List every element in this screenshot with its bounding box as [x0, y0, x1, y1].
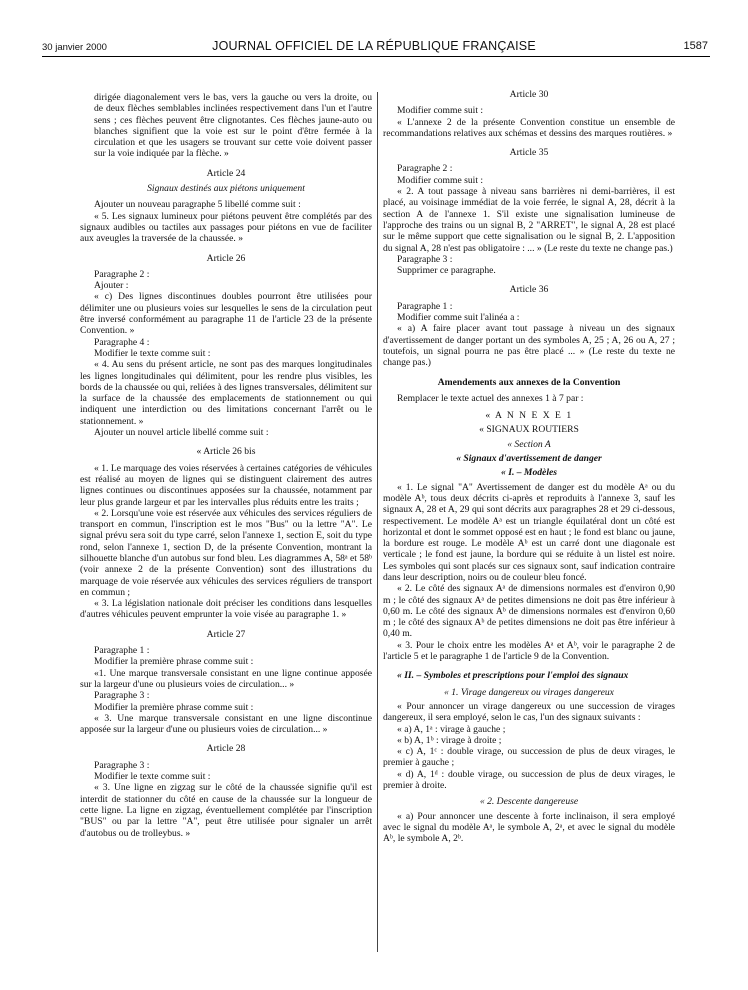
paragraph: Modifier le texte comme suit : — [94, 347, 211, 359]
paragraph: Remplacer le texte actuel des annexes 1 à 7 par : — [397, 392, 584, 404]
left-column — [80, 92, 372, 839]
section-title: « Section A — [507, 438, 551, 450]
paragraph: Ajouter un nouveau paragraphe 5 libellé comme suit : — [94, 199, 301, 211]
paragraph: Ajouter un nouvel article libellé comme suit : — [94, 427, 269, 439]
issue-date: 30 janvier 2000 — [42, 42, 107, 53]
paragraph: « 3. Une marque transversale consistant en une ligne discontinue apposée sur la largeur d'une ou plusieurs voies de circulation... » — [80, 712, 372, 736]
paragraph: « 5. Les signaux lumineux pour piétons peuvent être complétés par des signaux audibles ou tactiles aux passages pour piétons en vue de faciliter aux aveugles la traversée de la chaussée. » — [80, 210, 372, 245]
paragraph: Paragraphe 4 : — [94, 336, 150, 348]
right-column — [383, 89, 675, 845]
paragraph: Ajouter : — [94, 280, 129, 292]
article-heading: Article 24 — [206, 167, 246, 179]
section-heading: Amendements aux annexes de la Convention — [437, 376, 621, 388]
paragraph: « a) Pour annoncer une descente à forte inclinaison, il sera employé avec le signal du modèle Aᵃ, le symbole A, 2ᵃ, et avec le signal du modèle Aᵇ, le symbole A, 2ᵇ. — [383, 810, 675, 845]
paragraph: « L'annexe 2 de la présente Convention constitue un ensemble de recommandations relatives aux schémas et dessins des marques routières. » — [383, 116, 675, 139]
paragraph: Paragraphe 3 : — [94, 690, 150, 702]
paragraph: Modifier la première phrase comme suit : — [94, 701, 254, 713]
paragraph: « a) A faire placer avant tout passage à niveau un des signaux d'avertissement de danger portant un des symboles A, 25 ; A, 26 ou A, 27 ; toutefois, un signal pourra ne pas être placé ... » (Le reste du texte ne change pas.) — [383, 323, 675, 369]
paragraph: Modifier comme suit : — [397, 105, 484, 117]
list-item: « c) A, 1ᶜ : double virage, ou succession de plus de deux virages, le premier à gauche ; — [383, 746, 675, 769]
paragraph: « 4. Au sens du présent article, ne sont pas des marques longitudinales les lignes longitudinales qui délimitent, pour les rendre plus visibles, les bords de la chaussée ou qui, reliées à des lignes transversales, délimitent sur la surface de la chaussée des emplacements de stationnement ou qui indiquent une interdiction ou des limitations concernant l'arrêt ou le stationnement. » — [80, 359, 372, 427]
paragraph: Paragraphe 1 : — [397, 300, 453, 312]
list-item: « a) A, 1ᵃ : virage à gauche ; — [397, 723, 506, 735]
list-item: « d) A, 1ᵈ : double virage, ou succession de plus de deux virages, le premier à droite. — [383, 768, 675, 792]
paragraph: Supprimer ce paragraphe. — [397, 265, 496, 277]
paragraph: « 3. Une ligne en zigzag sur le côté de la chaussée signifie qu'il est interdit de stationner du côté en cause de la chaussée sur la longueur de cette ligne. La ligne en zigzag, éventuellement complétée par l'inscription "BUS" ou par la lettre "A", peut être utilisée pour signaler un arrêt d'autobus ou de trolleybus. » — [80, 782, 372, 839]
paragraph: Modifier le texte comme suit : — [94, 771, 211, 783]
article-heading: Article 36 — [509, 284, 549, 296]
paragraph: Paragraphe 2 : — [94, 268, 150, 280]
article-heading: Article 26 — [206, 252, 246, 264]
journal-title: JOURNAL OFFICIEL DE LA RÉPUBLIQUE FRANÇAISE — [212, 39, 536, 53]
article-heading: « Article 26 bis — [196, 446, 256, 458]
paragraph: « 2. A tout passage à niveau sans barrières ni demi-barrières, il est placé, au voisinage immédiat de la voie ferrée, le signal A, 28, décrit à la section A de l'annexe 1. S'il existe une signalisation lumineuse de l'approche des trains ou un signal B, 2 "ARRET", le signal A, 28 est placé sur le même support que cette signalisation ou le signal B, 2. L'apposition du signal A, 28 n'est pas obligatoire : ... » (Le reste du texte ne change pas.) — [383, 186, 675, 254]
paragraph: Paragraphe 1 : — [94, 645, 150, 657]
paragraph: Paragraphe 3 : — [94, 759, 150, 771]
paragraph: Modifier la première phrase comme suit : — [94, 656, 254, 668]
paragraph: Paragraphe 3 : — [397, 253, 453, 265]
section-subtitle: « Signaux d'avertissement de danger — [456, 453, 602, 465]
paragraph: Modifier comme suit l'alinéa a : — [397, 312, 520, 324]
article-heading: Article 27 — [206, 628, 246, 640]
annex-subheading: « SIGNAUX ROUTIERS — [479, 424, 579, 436]
subsection-heading: « 1. Virage dangereux ou virages dangereux — [444, 686, 614, 698]
article-heading: Article 30 — [509, 89, 549, 100]
page-number: 1587 — [683, 40, 708, 52]
paragraph: « 2. Lorsqu'une voie est réservée aux véhicules des services réguliers de transport en commun, l'inscription est le mos "Bus" ou la lettre "A". Le signal prévu sera soit du type carré, selon l'annexe 1, section E, soit du type rond, selon l'annexe 1, section D, de la présente Convention, montrant la silhouette blanche d'un autobus sur fond bleu. Les diagrammes A, 58ᵃ et 58ᵇ (voir annexe 2 de la présente Convention) sont des illustrations du marquage de voie réservée aux véhicules des services réguliers de transport en commun ; — [80, 507, 372, 598]
paragraph: « 2. Le côté des signaux Aᵃ de dimensions normales est d'environ 0,90 m ; le côté des signaux Aᵃ de petites dimensions ne doit pas être inférieur à 0,60 m. Le côté des signaux Aᵇ de dimensions normales est d'environ 0,60 m ; le côté des signaux Aᵇ de petites dimensions ne doit pas être inférieur à 0,40 m. — [383, 583, 675, 640]
subsection-heading: « 2. Descente dangereuse — [479, 796, 579, 808]
article-subheading: Signaux destinés aux piétons uniquement — [147, 183, 305, 195]
subsection-heading: « II. – Symboles et prescriptions pour l'emploi des signaux — [397, 670, 629, 682]
paragraph: « 3. La législation nationale doit préciser les conditions dans lesquelles d'autres véhicules peuvent emprunter la voie visée au paragraphe 1. » — [80, 598, 372, 621]
paragraph: Modifier comme suit : — [397, 174, 484, 186]
paragraph: Paragraphe 2 : — [397, 163, 453, 175]
paragraph: «1. Une marque transversale consistant en une ligne continue apposée sur la largeur d'une ou plusieurs voies de circulation... » — [80, 667, 372, 690]
paragraph: « Pour annoncer un virage dangereux ou une succession de virages dangereux, il sera employé, selon le cas, l'un des signaux suivants : — [383, 700, 675, 724]
header-rule — [42, 56, 710, 57]
page-header — [0, 38, 748, 56]
paragraph: « 1. Le marquage des voies réservées à certaines catégories de véhicules est réalisé au moyen de lignes qui se distinguent clairement des autres lignes continues ou discontinues apposées sur la chaussée, notamment par leur plus grande largeur et par les intervalles plus réduits entre les traits ; — [80, 462, 372, 508]
subsection-heading: « I. – Modèles — [501, 467, 557, 479]
column-divider — [377, 92, 378, 952]
paragraph: « 3. Pour le choix entre les modèles Aᵃ et Aᵇ, voir le paragraphe 2 de l'article 5 et le paragraphe 1 de l'article 9 de la Convention. — [383, 639, 675, 663]
paragraph: « c) Des lignes discontinues doubles pourront être utilisées pour délimiter une ou plusieurs voies sur lesquelles le sens de la circulation peut être inversé conformément au paragraphe 11 de l'article 23 de la présente Convention. » — [80, 291, 372, 337]
paragraph: dirigée diagonalement vers le bas, vers la gauche ou vers la droite, ou de deux flèches semblables inclinées respectivement dans l'un et l'autre sens ; ces flèches peuvent être clignotantes. Ces flèches jaune-auto ou blanches signifient que la voie est sur le point d'être fermée à la circulation et que les usagers se trouvant sur cette voie doivent passer sur la voie indiquée par la flèche. » — [94, 92, 372, 160]
annex-heading: « A N N E X E 1 — [485, 410, 573, 422]
article-heading: Article 28 — [206, 743, 246, 755]
list-item: « b) A, 1ᵇ : virage à droite ; — [397, 734, 502, 746]
article-heading: Article 35 — [509, 147, 549, 159]
paragraph: « 1. Le signal "A" Avertissement de danger est du modèle Aᵃ ou du modèle Aᵇ, tous deux décrits ci-après et reproduits à l'annexe 3, sauf les signaux A, 28 et A, 29 qui sont décrits aux paragraphes 28 et 29 ci-dessous, respectivement. Le modèle Aᵃ est un triangle équilatéral dont un côté est horizontal et dont le sommet opposé est en haut ; le fond est blanc ou jaune, la bordure est rouge. Le modèle Aᵇ est un carré dont une diagonale est verticale ; le fond est jaune, la bordure qui se réduite à un listel est noire. Les symboles qui sont placés sur ces signaux sont, sauf indication contraire dans leur description, noirs ou de couleur bleu foncé. — [383, 481, 675, 583]
